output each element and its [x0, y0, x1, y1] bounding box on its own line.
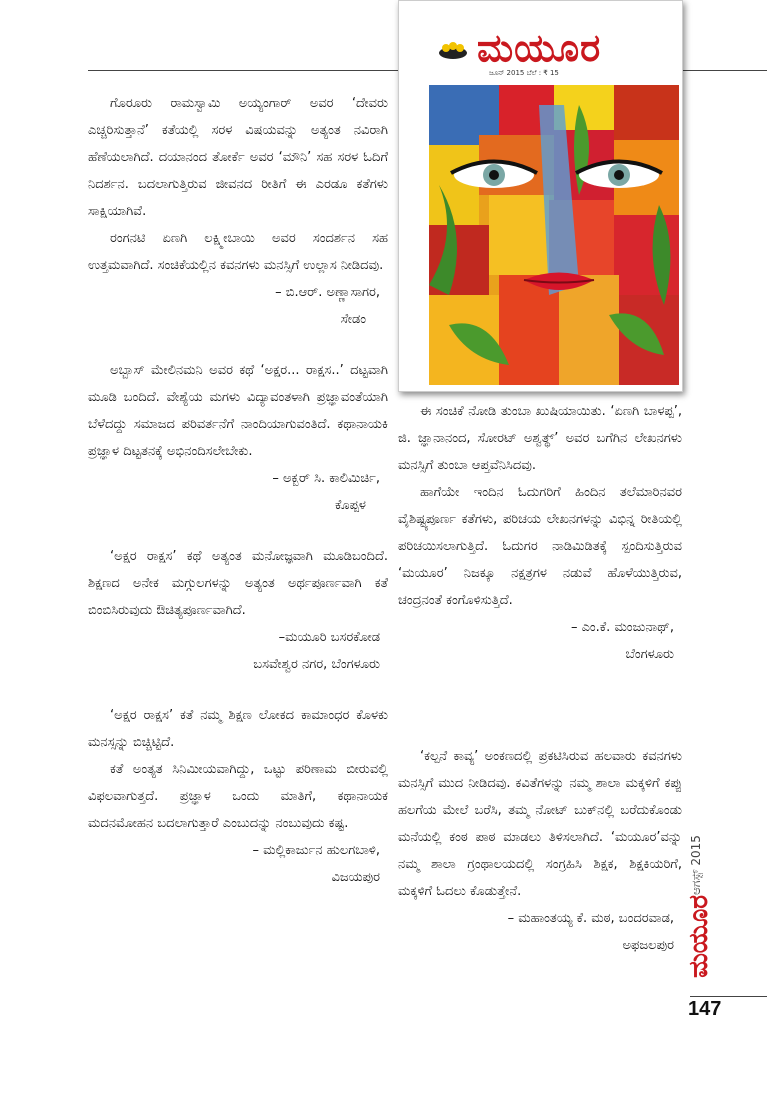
- letter-signature: – ಬಿ.ಆರ್. ಅಣ್ಣಾಸಾಗರ,: [275, 285, 380, 300]
- letter-2: [88, 357, 388, 519]
- letter-paragraph: ‘ಕಲ್ಪನೆ ಕಾವ್ಯ’ ಅಂಕಣದಲ್ಲಿ ಪ್ರಕಟಿಸಿರುವ ಹಲವಾರು ಕವನಗಳು ಮನಸ್ಸಿಗೆ ಮುದ ನೀಡಿದವು. ಕವಿತೆಗಳನ್ನು ನಮ್ಮ ಶಾಲಾ ಮಕ್ಕಳಿಗೆ ಕಪ್ಪು ಹಲಗೆಯ ಮೇಲೆ ಬರೆಸಿ, ತಮ್ಮ ನೋಟ್ ಬುಕ್‌ನಲ್ಲಿ ಬರೆದುಕೊಂಡು ಮನೆಯಲ್ಲಿ ಕಂಠ ಪಾಠ ಮಾಡಲು ತಿಳಿಸಲಾಗಿದೆ. ‘ಮಯೂರ’ವನ್ನು ನಮ್ಮ ಶಾಲಾ ಗ್ರಂಥಾಲಯದಲ್ಲಿ ಸಂಗ್ರಹಿಸಿ ಶಿಕ್ಷಕ, ಶಿಕ್ಷಕಿಯರಿಗೆ, ಮಕ್ಕಳಿಗೆ ಓದಲು ಕೊಡುತ್ತೇನೆ.: [398, 749, 682, 899]
- peacock-logo-icon: [437, 39, 469, 61]
- letter-signature: –ಮಯೂರಿ ಬಸರಕೋಡ: [278, 630, 380, 645]
- letter-place: ಬಸವೇಶ್ವರ ನಗರ, ಬೆಂಗಳೂರು: [253, 657, 380, 672]
- letter-4: [88, 702, 388, 891]
- top-rule: [88, 70, 398, 71]
- cover-logo: [437, 19, 637, 70]
- magazine-cover: [398, 0, 683, 392]
- letters-right-column-lower: [398, 743, 682, 959]
- letter-3: [88, 543, 388, 678]
- letter-paragraph: ರಂಗನಟಿ ಏಣಗಿ ಲಕ್ಷ್ಮೀಬಾಯಿ ಅವರ ಸಂದರ್ಶನ ಸಹ ಉತ್ತಮವಾಗಿದೆ. ಸಂಚಿಕೆಯಲ್ಲಿನ ಕವನಗಳು ಮನಸ್ಸಿಗೆ ಉಲ್ಲಾಸ ನೀಡಿದವು.: [88, 231, 388, 273]
- top-rule-right: [680, 70, 767, 71]
- cover-title: ಮಯೂರ: [477, 25, 602, 70]
- letter-place: ಸೇಡಂ: [340, 312, 366, 327]
- cover-face-painting: [429, 85, 679, 385]
- letter-signature: – ಎಂ.ಕೆ. ಮಂಜುನಾಥ್,: [570, 620, 674, 635]
- side-logo-text: ಮಯೂರ: [684, 895, 714, 978]
- letter-place: ಅಫಜಲಪುರ: [622, 938, 674, 953]
- letter-signature: – ಮಲ್ಲಿಕಾರ್ಜುನ ಹುಲಗಬಾಳಿ,: [252, 843, 380, 858]
- letters-left-column: [88, 90, 388, 891]
- cover-issue-meta: ಜೂನ್ 2015 ಬೆಲೆ : ₹ 15: [489, 69, 559, 77]
- letter-paragraph: ಈ ಸಂಚಿಕೆ ನೋಡಿ ತುಂಬಾ ಖುಷಿಯಾಯಿತು. ‘ಏಣಗಿ ಬಾಳಪ್ಪ’, ಜಿ. ಜ್ಞಾನಾನಂದ, ಸೋರಟ್ ಅಶ್ವತ್ಥ್’ ಅವರ ಬಗೆಗಿನ ಲೇಖನಗಳು ಮನಸ್ಸಿಗೆ ತುಂಬಾ ಆಪ್ತವೆನಿಸಿದವು.: [398, 404, 682, 473]
- letter-signature: – ಮಹಾಂತಯ್ಯ ಕೆ. ಮಠ, ಬಂದರವಾಡ,: [507, 911, 674, 926]
- issue-date-vertical: ಆಗಸ್ಟ್ 2015: [689, 835, 703, 895]
- letter-5: [398, 398, 682, 668]
- letter-place: ವಿಜಯಪುರ: [331, 870, 380, 885]
- letter-signature: – ಅಕ್ಬರ್ ಸಿ. ಕಾಲಿಮಿರ್ಚಿ,: [272, 471, 380, 486]
- letter-place: ಕೊಪ್ಪಳ: [334, 498, 366, 513]
- page-number-rule: [690, 996, 767, 997]
- letter-paragraph: ಗೊರೂರು ರಾಮಸ್ವಾಮಿ ಅಯ್ಯಂಗಾರ್ ಅವರ ‘ದೇವರು ಎಚ್ಚರಿಸುತ್ತಾನೆ’ ಕತೆಯಲ್ಲಿ ಸರಳ ವಿಷಯವನ್ನು ಅತ್ಯಂತ ನವಿರಾಗಿ ಹೆಣೆಯಲಾಗಿದೆ. ದಯಾನಂದ ತೋರ್ಕೆ ಅವರ ‘ಮೌನಿ’ ಸಹ ಸರಳ ಓದಿಗೆ ನಿದರ್ಶನ. ಬದಲಾಗುತ್ತಿರುವ ಜೀವನದ ರೀತಿಗೆ ಈ ಎರಡೂ ಕತೆಗಳು ಸಾಕ್ಷಿಯಾಗಿವೆ.: [88, 96, 388, 219]
- letter-paragraph: ‘ಅಕ್ಷರ ರಾಕ್ಷಸ’ ಕತೆ ನಮ್ಮ ಶಿಕ್ಷಣ ಲೋಕದ ಕಾಮಾಂಧರ ಕೊಳಕು ಮನಸ್ಸನ್ನು ಬಿಚ್ಚಿಟ್ಟಿದೆ.: [88, 708, 388, 750]
- page-number: 147: [688, 998, 722, 1020]
- letter-place: ಬೆಂಗಳೂರು: [625, 647, 674, 662]
- letters-right-column: [398, 398, 682, 668]
- letter-paragraph: ಹಾಗೆಯೇ ಇಂದಿನ ಓದುಗರಿಗೆ ಹಿಂದಿನ ತಲೆಮಾರಿನವರ ವೈಶಿಷ್ಟ್ಯಪೂರ್ಣ ಕತೆಗಳು, ಪರಿಚಯ ಲೇಖನಗಳನ್ನು ವಿಭಿನ್ನ ರೀತಿಯಲ್ಲಿ ಪರಿಚಯಿಸಲಾಗುತ್ತಿದೆ. ಓದುಗರ ನಾಡಿಮಿಡಿತಕ್ಕೆ ಸ್ಪಂದಿಸುತ್ತಿರುವ ‘ಮಯೂರ’ ನಿಜಕ್ಕೂ ನಕ್ಷತ್ರಗಳ ನಡುವೆ ಹೊಳೆಯುತ್ತಿರುವ, ಚಂದ್ರನಂತೆ ಕಂಗೊಳಿಸುತ್ತಿದೆ.: [398, 485, 682, 608]
- letter-1: [88, 90, 388, 333]
- letter-paragraph: ‘ಅಕ್ಷರ ರಾಕ್ಷಸ’ ಕಥೆ ಅತ್ಯಂತ ಮನೋಜ್ಞವಾಗಿ ಮೂಡಿಬಂದಿದೆ. ಶಿಕ್ಷಣದ ಅನೇಕ ಮಗ್ಗುಲಗಳನ್ನು ಅತ್ಯಂತ ಅರ್ಥಪೂರ್ಣವಾಗಿ ಕತೆ ಬಿಂಬಿಸಿರುವುದು ಔಚಿತ್ಯಪೂರ್ಣವಾಗಿದೆ.: [88, 549, 388, 618]
- side-logo: [684, 895, 718, 985]
- letter-6: [398, 743, 682, 959]
- letter-paragraph: ಅಬ್ಬಾಸ್ ಮೇಲಿನಮನಿ ಅವರ ಕಥೆ ‘ಅಕ್ಷರ... ರಾಕ್ಷಸ..’ ದಟ್ಟವಾಗಿ ಮೂಡಿ ಬಂದಿದೆ. ವೇಶ್ಯೆಯ ಮಗಳು ವಿದ್ಯಾವಂತಳಾಗಿ ಪ್ರಜ್ಞಾವಂತೆಯಾಗಿ ಬೆಳೆದದ್ದು ಸಮಾಜದ ಪರಿವರ್ತನೆಗೆ ನಾಂದಿಯಾಗುವಂತಿದೆ. ಕಥಾನಾಯಕಿ ಪ್ರಜ್ಞಾಳ ದಿಟ್ಟತನಕ್ಕೆ ಅಭಿನಂದಿಸಲೇಬೇಕು.: [88, 363, 388, 459]
- letter-paragraph: ಕತೆ ಅಂತ್ಯತ ಸಿನಿಮೀಯವಾಗಿದ್ದು, ಒಟ್ಟು ಪರಿಣಾಮ ಬೀರುವಲ್ಲಿ ವಿಫಲವಾಗುತ್ತದೆ. ಪ್ರಜ್ಞಾಳ ಒಂದು ಮಾತಿಗೆ, ಕಥಾನಾಯಕ ಮದನಮೋಹನ ಬದಲಾಗುತ್ತಾರೆ ಎಂಬುದನ್ನು ನಂಬುವುದು ಕಷ್ಟ.: [88, 762, 388, 831]
